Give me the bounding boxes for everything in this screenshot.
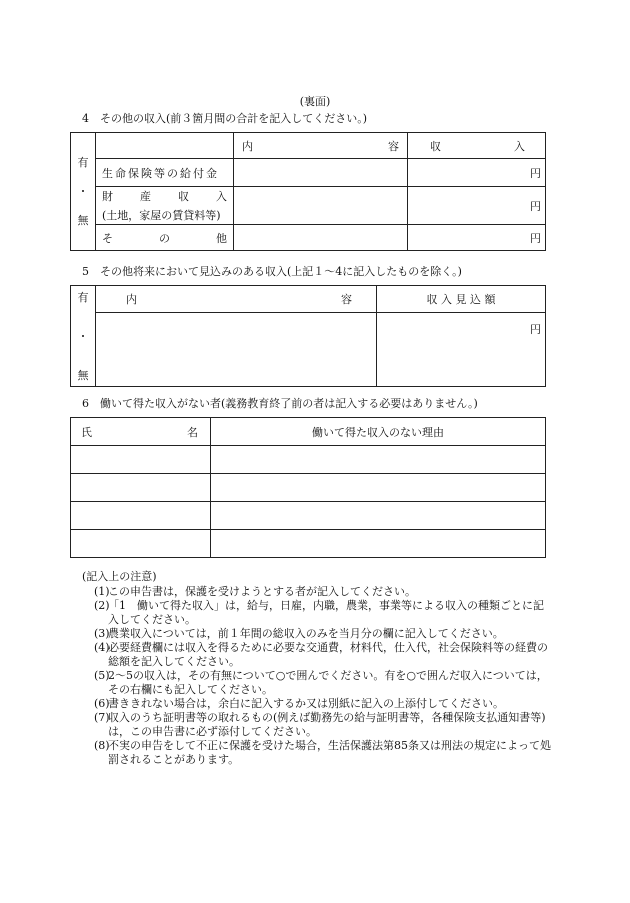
expected-amount[interactable]: 円 [377,313,546,387]
row-other-amount[interactable]: 円 [408,225,546,251]
header-name: 氏 名 [71,418,211,446]
instruction-item: (7) 収入のうち証明書等の取れるもの(例えば勤務先の給与証明書等，各種保険支払通知書等)は，この申告書に必ず添付してください。 [94,711,546,738]
row-other-label: そ の 他 [96,225,234,251]
instruction-item: (2) 「1 働いて得た収入」は，給与，日雇，内職，農業，事業等による収入の種類ごとに記入してください。 [94,599,544,626]
row-life-insurance-amount[interactable]: 円 [408,159,546,187]
presence-selector[interactable]: 有 ・ 無 [71,286,96,387]
instructions-title: (記入上の注意) [82,570,157,583]
instruction-item: (8) 不実の申告をして不正に保護を受けた場合，生活保護法第85条又は刑法の規定によって処罰されることがあります。 [94,739,551,766]
section4-heading: 4 その他の収入(前３箇月間の合計を記入してください。) [82,112,368,125]
row-property-content[interactable] [234,187,408,225]
reason-cell[interactable] [211,530,546,558]
reason-cell[interactable] [211,446,546,474]
header-content: 内 容 [96,286,377,313]
expected-content[interactable] [96,313,377,387]
header-blank [96,133,234,159]
instruction-item: (3) 農業収入については，前１年間の総収入のみを当月分の欄に記入してください。 [94,627,504,640]
header-income: 収 入 [408,133,546,159]
row-other-content[interactable] [234,225,408,251]
instruction-item: (5) 2～5の収入は，その有無について○で囲んでください。有を○で囲んだ収入については，その右欄にも記入してください。 [94,669,548,696]
instruction-item: (1) この申告書は，保護を受けようとする者が記入してください。 [94,585,416,598]
instructions [82,570,552,767]
reason-cell[interactable] [211,474,546,502]
name-cell[interactable] [71,530,211,558]
name-cell[interactable] [71,446,211,474]
no-earned-income-table [70,417,546,558]
instruction-item: (6) 書ききれない場合は，余白に記入するか又は別紙に記入の上添付してください。 [94,697,504,710]
row-life-insurance-label: 生命保険等の給付金 [96,159,234,187]
row-life-insurance-content[interactable] [234,159,408,187]
header-content: 内 容 [234,133,408,159]
row-property-amount[interactable]: 円 [408,187,546,225]
row-property-label: 財 産 収 入 (土地，家屋の賃貸料等) [96,187,234,225]
reason-cell[interactable] [211,502,546,530]
expected-income-table [70,285,546,387]
other-income-table [70,132,546,251]
page-title: (裏面) [299,95,331,108]
presence-selector[interactable]: 有 ・ 無 [71,133,96,251]
header-expected-amount: 収 入 見 込 額 [377,286,546,313]
section5-heading: 5 その他将来において見込みのある収入(上記１～4に記入したものを除く。) [82,265,462,278]
section6-heading: 6 働いて得た収入がない者(義務教育終了前の者は記入する必要はありません。) [82,397,478,410]
name-cell[interactable] [71,502,211,530]
name-cell[interactable] [71,474,211,502]
header-reason: 働いて得た収入のない理由 [211,418,546,446]
instruction-item: (4) 必要経費欄には収入を得るために必要な交通費，材料代，仕入代，社会保険料等の経費の総額を記入してください。 [94,641,548,668]
